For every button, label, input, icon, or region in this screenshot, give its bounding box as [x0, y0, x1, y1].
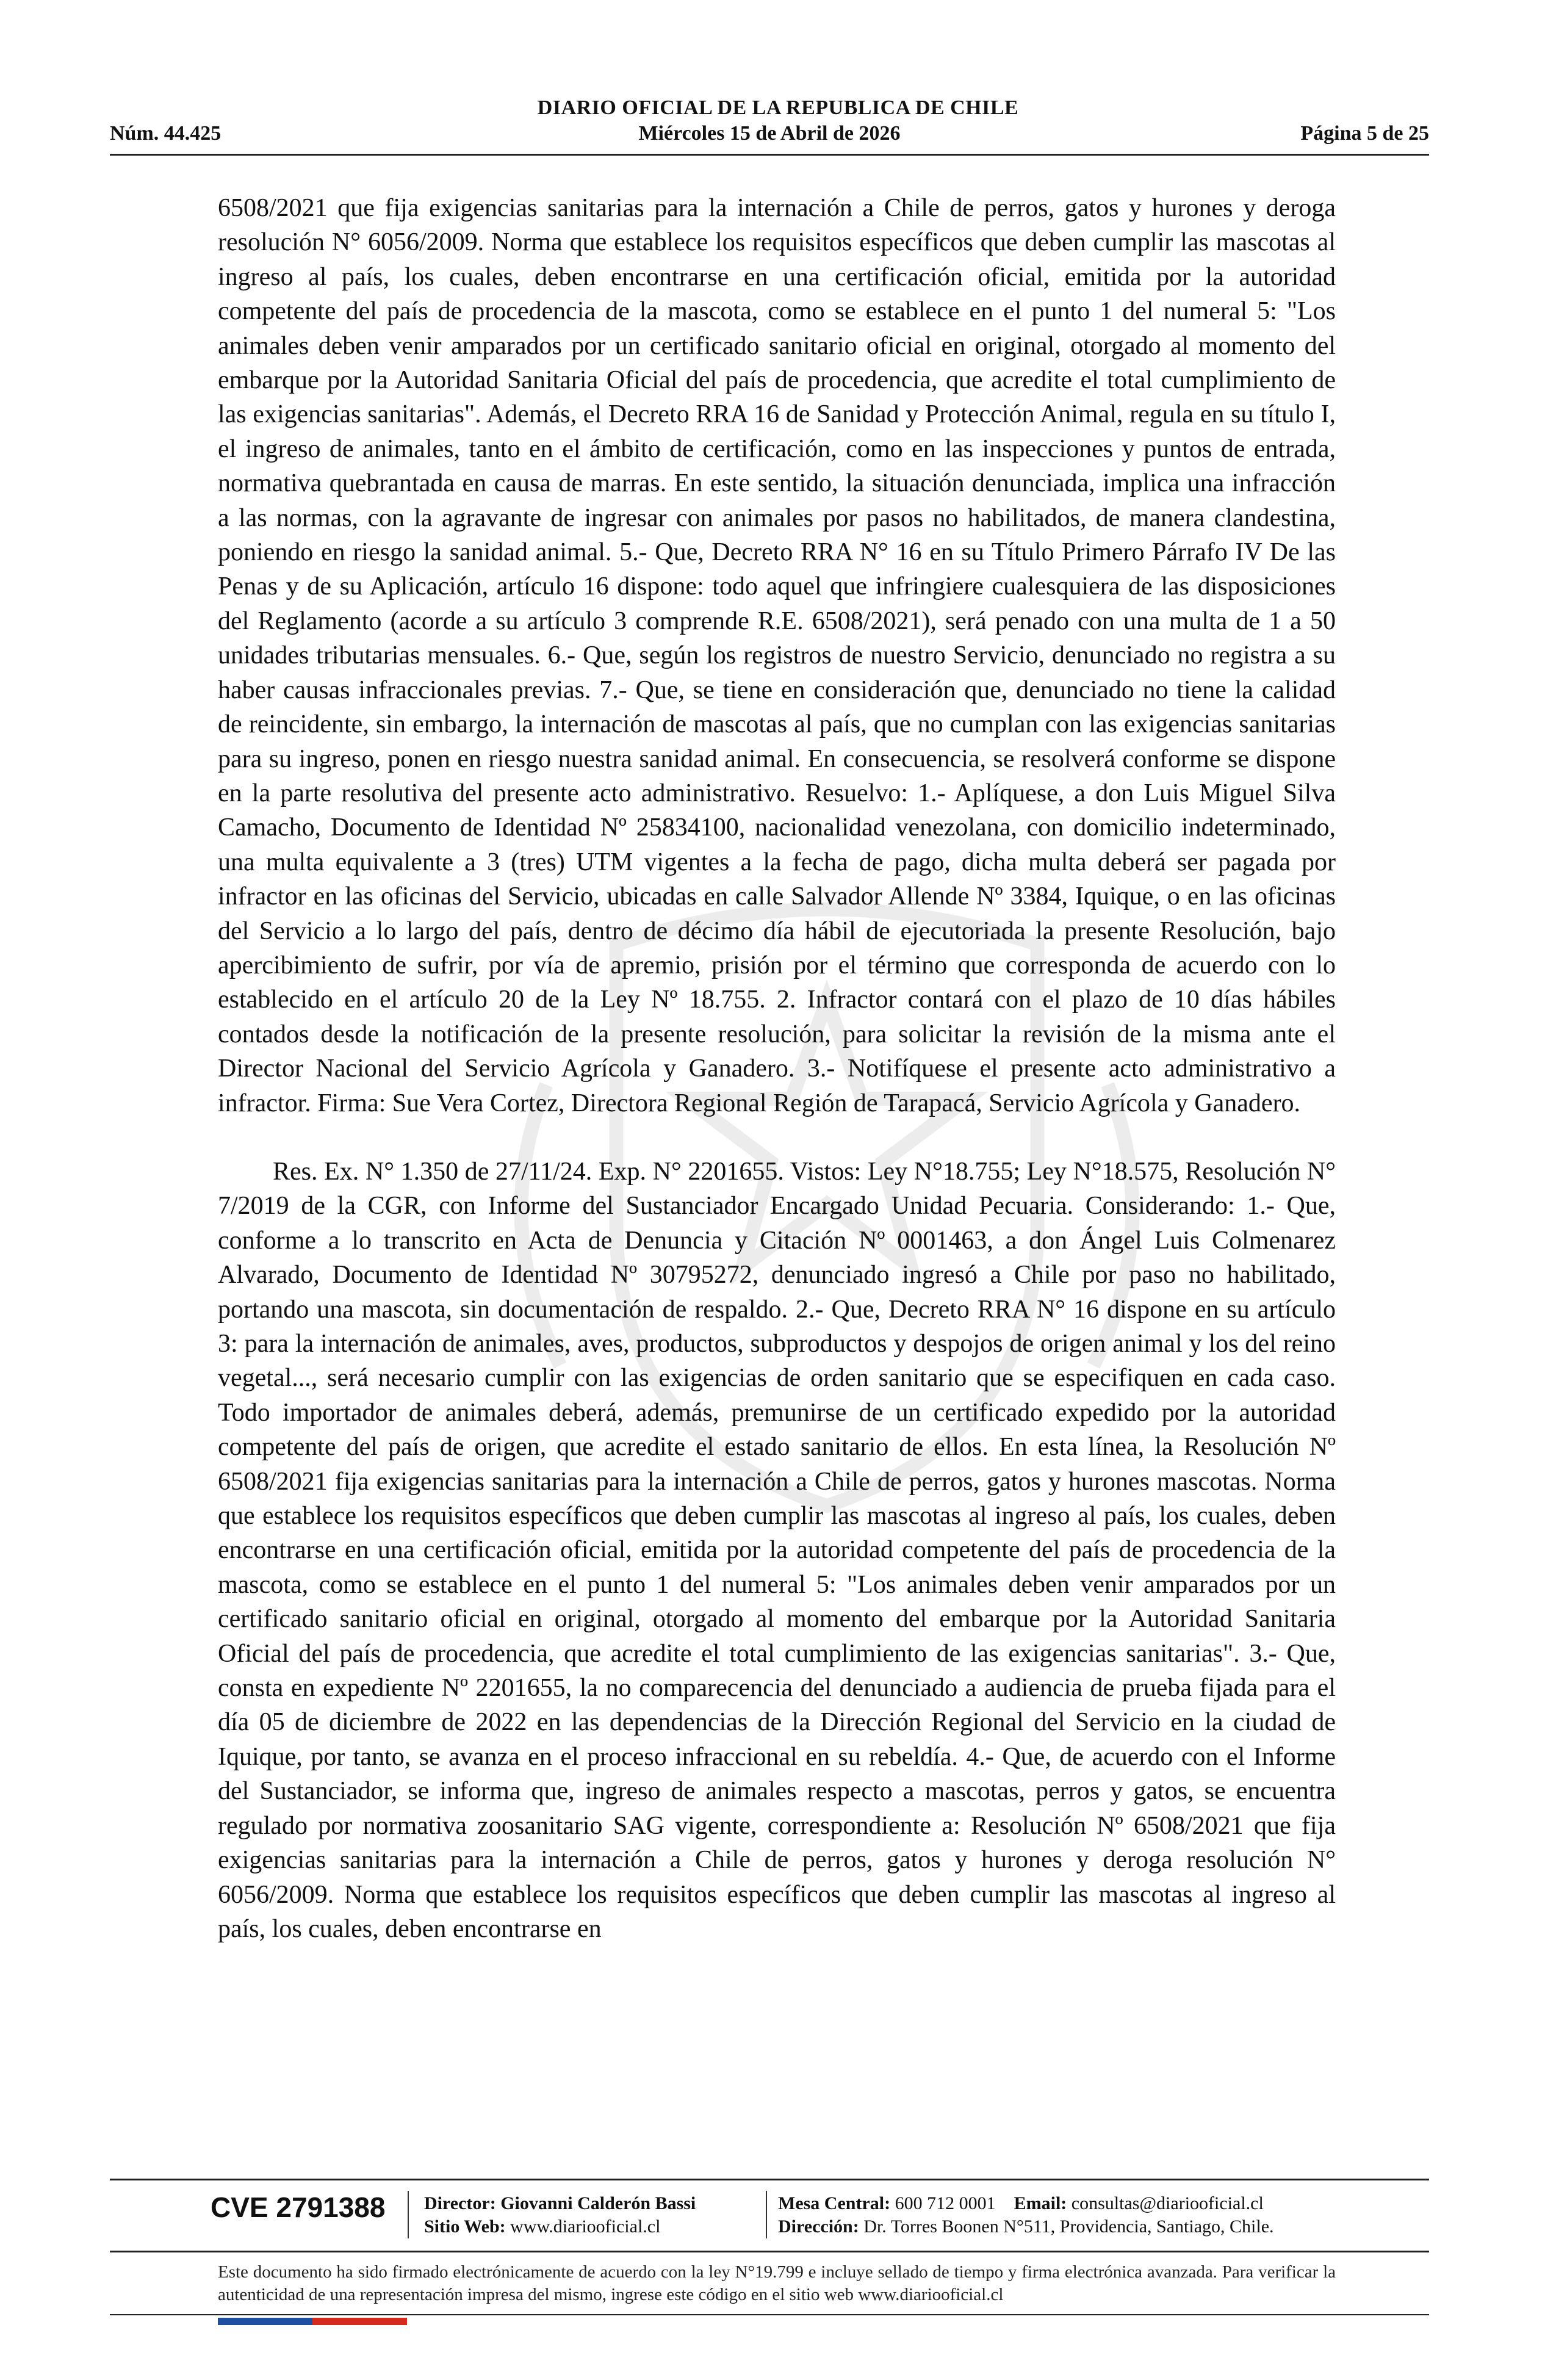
- site-link[interactable]: www.diariooficial.cl: [510, 2216, 661, 2237]
- address-value: Dr. Torres Boonen N°511, Providencia, Santiago, Chile.: [863, 2216, 1274, 2237]
- page-number: Página 5 de 25: [1300, 122, 1429, 145]
- mesa-value: 600 712 0001: [895, 2193, 996, 2213]
- header-divider: [110, 154, 1429, 156]
- footer-separator: [408, 2191, 409, 2238]
- body-paragraph: 6508/2021 que fija exigencias sanitarias para la internación a Chile de perros, gatos y hurones y deroga resolución N° 6056/2009. Norma que establece los requisitos específicos que deben cumplir las mascotas al ingreso al país, los cuales, deben encontrarse en una certificación oficial, emitida por la autoridad competente del país de procedencia de la mascota, como se establece en el punto 1 del numeral 5: "Los animales deben venir amparados por un certificado sanitario oficial en original, otorgado al momento del embarque por la Autoridad Sanitaria Oficial del país de procedencia, que acredite el total cumplimiento de las exigencias sanitarias". Además, el Decreto RRA 16 de Sanidad y Protección Animal, regula en su título I, el ingreso de animales, tanto en el ámbito de certificación, como en las inspecciones y puntos de entrada, normativa quebrantada en causa de marras. En este sentido, la situación denunciada, implica una infracción a las normas, con la agravante de ingresar con animales por pasos no habilitados, de manera clandestina, poniendo en riesgo la sanidad animal. 5.- Que, Decreto RRA N° 16 en su Título Primero Párrafo IV De las Penas y de su Aplicación, artículo 16 dispone: todo aquel que infringiere cualesquiera de las disposiciones del Reglamento (acorde a su artículo 3 comprende R.E. 6508/2021), será penado con una multa de 1 a 50 unidades tributarias mensuales. 6.- Que, según los registros de nuestro Servicio, denunciado no registra a su haber causas infraccionales previas. 7.- Que, se tiene en consideración que, denunciado no tiene la calidad de reincidente, sin embargo, la internación de mascotas al país, que no cumplan con las exigencias sanitarias para su ingreso, ponen en riesgo nuestra sanidad animal. En consecuencia, se resolverá conforme se dispone en la parte resolutiva del presente acto administrativo. Resuelvo: 1.- Aplíquese, a don Luis Miguel Silva Camacho, Documento de Identidad Nº 25834100, nacionalidad venezolana, con domicilio indeterminado, una multa equivalente a 3 (tres) UTM vigentes a la fecha de pago, dicha multa deberá ser pagada por infractor en las oficinas del Servicio, ubicadas en calle Salvador Allende Nº 3384, Iquique, o en las oficinas del Servicio a lo largo del país, dentro de décimo día hábil de ejecutoriada la presente Resolución, bajo apercibimiento de sufrir, por vía de apremio, prisión por el término que corresponda de acuerdo con lo establecido en el artículo 20 de la Ley Nº 18.755. 2. Infractor contará con el plazo de 10 días hábiles contados desde la notificación de la presente resolución, para solicitar la revisión de la misma ante el Director Nacional del Servicio Agrícola y Ganadero. 3.- Notifíquese el presente acto administrativo a infractor. Firma: Sue Vera Cortez, Directora Regional Región de Tarapacá, Servicio Agrícola y Ganadero.: [218, 194, 1336, 1117]
- cve-code: CVE 2791388: [211, 2191, 386, 2223]
- email-link[interactable]: consultas@diariooficial.cl: [1071, 2193, 1264, 2213]
- footer-divider-final: [110, 2314, 1429, 2315]
- footer-divider-top: [110, 2179, 1429, 2180]
- footer-separator: [766, 2191, 767, 2238]
- body-paragraph: Res. Ex. N° 1.350 de 27/11/24. Exp. N° 2201655. Vistos: Ley N°18.755; Ley N°18.575, Resolución N° 7/2019 de la CGR, con Informe del Sustanciador Encargado Unidad Pecuaria. Considerando: 1.- Que, conforme a lo transcrito en Acta de Denuncia y Citación Nº 0001463, a don Ángel Luis Colmenarez Alvarado, Documento de Identidad Nº 30795272, denunciado ingresó a Chile por paso no habilitado, portando una mascota, sin documentación de respaldo. 2.- Que, Decreto RRA N° 16 dispone en su artículo 3: para la internación de animales, aves, productos, subproductos y despojos de origen animal y los del reino vegetal..., será necesario cumplir con las exigencias de orden sanitario que se especifiquen en cada caso. Todo importador de animales deberá, además, premunirse de un certificado expedido por la autoridad competente del país de origen, que acredite el estado sanitario de ellos. En esta línea, la Resolución Nº 6508/2021 fija exigencias sanitarias para la internación a Chile de perros, gatos y hurones mascotas. Norma que establece los requisitos específicos que deben cumplir las mascotas al ingreso al país, los cuales, deben encontrarse en una certificación oficial, emitida por la autoridad competente del país de procedencia de la mascota, como se establece en el punto 1 del numeral 5: "Los animales deben venir amparados por un certificado sanitario oficial en original, otorgado al momento del embarque por la Autoridad Sanitaria Oficial del país de procedencia, que acredite el total cumplimiento de las exigencias sanitarias". 3.- Que, consta en expediente Nº 2201655, la no comparecencia del denunciado a audiencia de prueba fijada para el día 05 de diciembre de 2022 en las dependencias de la Dirección Regional del Servicio en la ciudad de Iquique, por tanto, se avanza en el proceso infraccional en su rebeldía. 4.- Que, de acuerdo con el Informe del Sustanciador, se informa que, ingreso de animales respecto a mascotas, perros y gatos, se encuentra regulado por normativa zoosanitario SAG vigente, correspondiente a: Resolución Nº 6508/2021 que fija exigencias sanitarias para la internación a Chile de perros, gatos y hurones y deroga resolución N° 6056/2009. Norma que establece los requisitos específicos que deben cumplir las mascotas al ingreso al país, los cuales, deben encontrarse en: [218, 1157, 1336, 1943]
- mesa-label: Mesa Central:: [778, 2193, 891, 2213]
- newspaper-title: DIARIO OFICIAL DE LA REPUBLICA DE CHILE: [537, 96, 1019, 119]
- director-name: Giovanni Calderón Bassi: [500, 2193, 696, 2213]
- director-label: Director:: [424, 2193, 496, 2213]
- address-label: Dirección:: [778, 2216, 859, 2237]
- footer-contact-block: [778, 2192, 1274, 2238]
- issue-number: Núm. 44.425: [110, 122, 222, 145]
- legal-notice: Este documento ha sido firmado electrónicamente de acuerdo con la ley N°19.799 e incluye sellado de tiempo y firma electrónica avanzada. Para verificar la autenticidad de una representación impresa del mismo, ingrese este código en el sitio web www.diariooficial.cl: [218, 2262, 1336, 2304]
- issue-date: Miércoles 15 de Abril de 2026: [638, 122, 901, 145]
- site-label: Sitio Web:: [424, 2216, 506, 2237]
- footer-divider-bottom: [110, 2251, 1429, 2252]
- email-label: Email:: [1014, 2193, 1067, 2213]
- flag-blue-segment: [218, 2318, 312, 2325]
- flag-red-segment: [312, 2318, 407, 2325]
- chile-flag-stripe: [218, 2318, 407, 2325]
- footer-director-block: [424, 2192, 696, 2238]
- document-body: [218, 191, 1336, 1946]
